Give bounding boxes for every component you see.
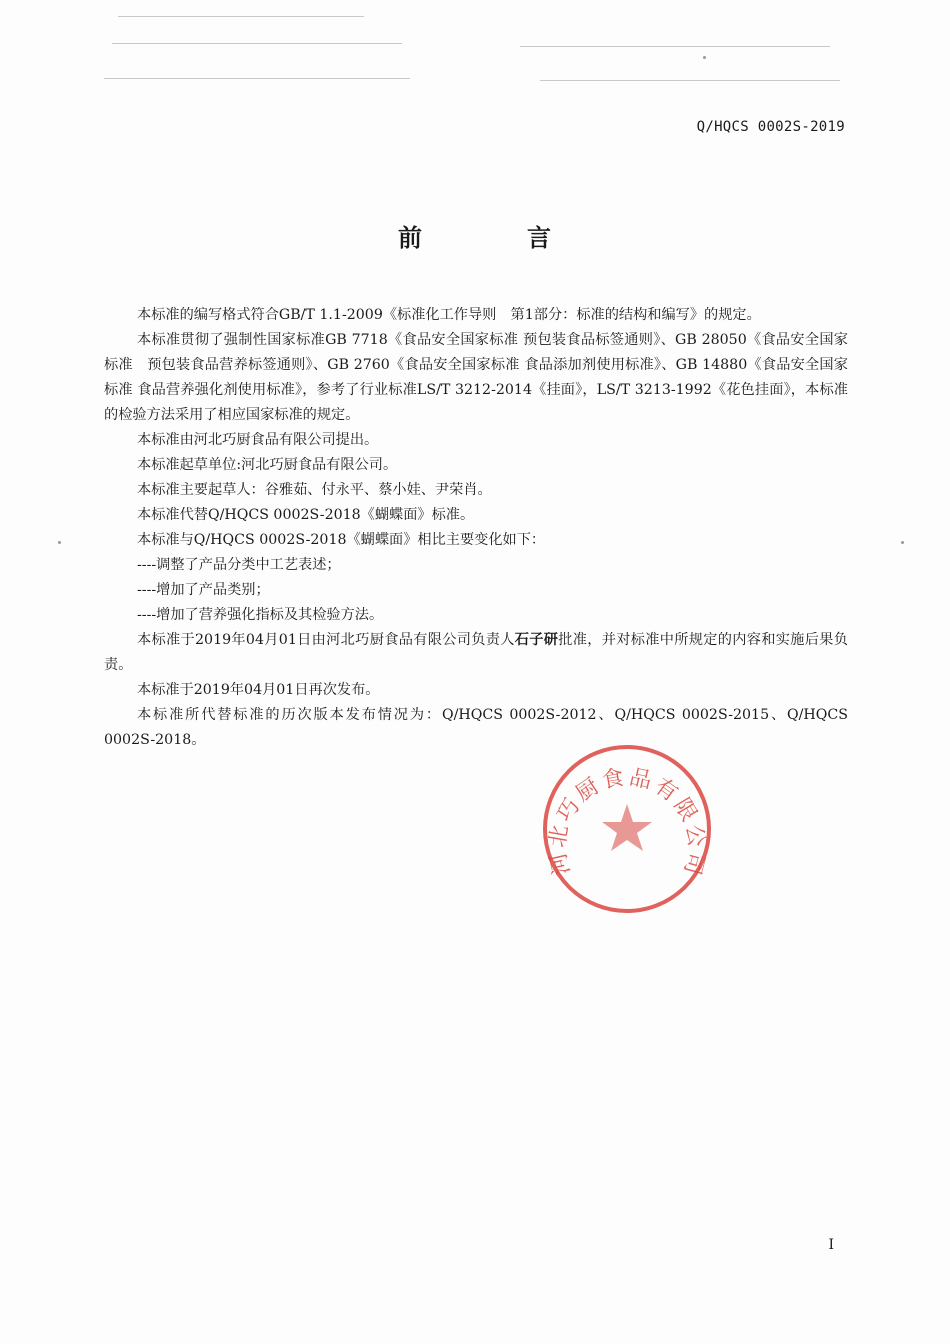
document-body xyxy=(104,303,848,753)
paragraph-release: 本标准于2019年04月01日再次发布。 xyxy=(137,682,380,698)
title-char-1: 前 xyxy=(398,224,423,252)
paragraph-format: 本标准的编写格式符合GB/T 1.1-2009《标准化工作导则 第1部分：标准的结构和编写》的规定。 xyxy=(137,307,761,323)
paragraph-references: 本标准贯彻了强制性国家标准GB 7718《食品安全国家标准 预包装食品标签通则》、GB 28050《食品安全国家标准 预包装食品营养标签通则》、GB 2760《食品安全国家标准 食品添加剂使用标准》、GB 14880《食品安全国家标准 食品营养强化剂使用标准》，参考了行业标准LS/T 3212-2014《挂面》，LS/T 3213-1992《花色挂面》，本标准的检验方法采用了相应国家标准的规定。 xyxy=(104,332,848,423)
scan-artifact-line xyxy=(112,43,402,44)
paragraph-approval xyxy=(104,628,848,678)
page-title xyxy=(0,218,950,253)
change-item: ----增加了营养强化指标及其检验方法。 xyxy=(137,607,384,623)
paragraph-drafting-unit: 本标准起草单位:河北巧厨食品有限公司。 xyxy=(137,457,398,473)
standard-code: Q/HQCS 0002S-2019 xyxy=(696,119,845,135)
paragraph-drafters: 本标准主要起草人：谷雅茹、付永平、蔡小娃、尹荣肖。 xyxy=(137,482,492,498)
scan-artifact-line xyxy=(520,46,830,47)
scan-artifact-line xyxy=(104,78,410,79)
scan-artifact-line xyxy=(540,80,840,81)
change-item: ----调整了产品分类中工艺表述； xyxy=(137,557,341,573)
paragraph-changes-intro: 本标准与Q/HQCS 0002S-2018《蝴蝶面》相比主要变化如下： xyxy=(137,532,546,548)
scan-speck xyxy=(703,56,706,59)
change-item: ----增加了产品类别； xyxy=(137,582,270,598)
paragraph-replaces: 本标准代替Q/HQCS 0002S-2018《蝴蝶面》标准。 xyxy=(137,507,475,523)
approval-text-before: 本标准于2019年04月01日由河北巧厨食品有限公司负责人 xyxy=(137,632,515,648)
scan-speck xyxy=(58,541,61,544)
seal-text: 河北巧厨食品有限公司 xyxy=(545,764,709,881)
company-seal xyxy=(540,742,714,916)
paragraph-proposer: 本标准由河北巧厨食品有限公司提出。 xyxy=(137,432,379,448)
paragraph-history: 本标准所代替标准的历次版本发布情况为：Q/HQCS 0002S-2012、Q/HQCS 0002S-2015、Q/HQCS 0002S-2018。 xyxy=(104,707,848,748)
scan-artifact-line xyxy=(118,16,364,17)
approval-text-after: 批准，并对标准中所规定的内容和实施后果负责。 xyxy=(104,632,848,673)
page-number: I xyxy=(828,1237,834,1253)
seal-star-icon xyxy=(602,804,652,851)
title-char-2: 言 xyxy=(527,224,552,252)
approver-name: 石子研 xyxy=(514,632,559,648)
scan-speck xyxy=(901,541,904,544)
